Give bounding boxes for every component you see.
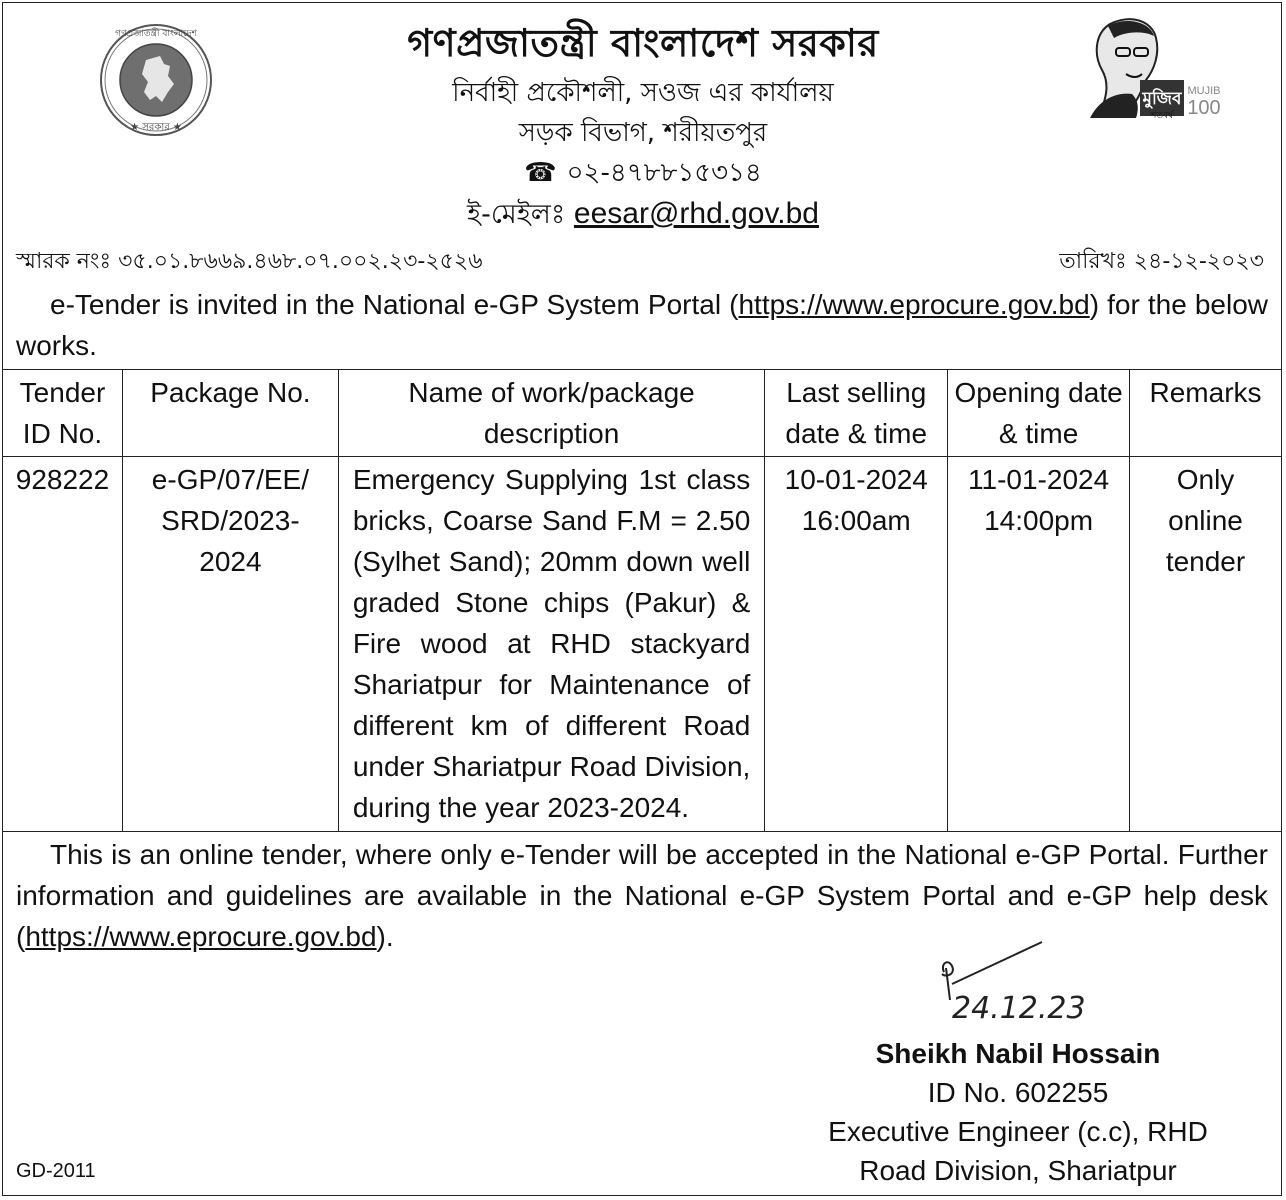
signatory-designation: Executive Engineer (c.c), RHD bbox=[828, 1116, 1208, 1147]
intro-text: e-Tender is invited in the National e-GP System Portal ( bbox=[50, 289, 739, 320]
phone-line bbox=[0, 152, 1286, 196]
header-tender-id: Tender ID No. bbox=[3, 370, 123, 457]
signatory-office: Road Division, Shariatpur bbox=[859, 1155, 1177, 1186]
handwritten-signature bbox=[930, 938, 1130, 1028]
footer-text: This is an online tender, where only e-Tender will be accepted in the National e-GP Portal. Further information and guidelines are available in the National e-GP System Portal and e-GP help desk ( bbox=[16, 839, 1268, 952]
telephone-icon: ☎ bbox=[524, 158, 557, 188]
email-label: ই-মেইলঃ bbox=[467, 199, 566, 230]
opening-date: 11-01-2024 bbox=[968, 464, 1110, 495]
intro-text-end: ) for the below works. bbox=[16, 289, 1268, 361]
cell-opening bbox=[948, 457, 1130, 832]
header-opening: Opening date & time bbox=[948, 370, 1130, 457]
email-line bbox=[0, 194, 1286, 239]
header-package-no: Package No. bbox=[122, 370, 338, 457]
svg-text:100: 100 bbox=[1187, 97, 1221, 119]
cell-remarks: Only online tender bbox=[1130, 457, 1282, 832]
intro-paragraph bbox=[16, 284, 1268, 366]
svg-text:শতবর্ষ: শতবর্ষ bbox=[1150, 111, 1174, 121]
signatory-block bbox=[800, 1034, 1236, 1190]
table-header-row bbox=[3, 370, 1282, 457]
svg-text:গণপ্রজাতন্ত্রী বাংলাদেশ: গণপ্রজাতন্ত্রী বাংলাদেশ bbox=[115, 29, 197, 39]
memo-date: তারিখঃ ২৪-১২-২০২৩ bbox=[1059, 249, 1264, 274]
svg-text:★ সরকার ★: ★ সরকার ★ bbox=[130, 122, 182, 133]
cell-description: Emergency Supplying 1st class bricks, Coarse Sand F.M = 2.50 (Sylhet Sand); 20mm down well graded Stone chips (Pakur) & Fire wood at RHD stackyard Shariatpur for Maintenance of different km of different Road under Shariatpur Road Division, during the year 2023-2024. bbox=[338, 457, 764, 832]
gd-number: GD-2011 bbox=[16, 1160, 96, 1182]
tender-table bbox=[2, 369, 1282, 832]
opening-time: 14:00pm bbox=[984, 505, 1094, 536]
footer-text-end: ). bbox=[376, 921, 394, 952]
svg-text:মুজিব: মুজিব bbox=[1142, 89, 1182, 109]
government-title: গণপ্রজাতন্ত্রী বাংলাদেশ সরকার bbox=[407, 21, 879, 65]
memo-number: স্মারক নংঃ ৩৫.০১.৮৬৬৯.৪৬৮.০৭.০০২.২৩-২৫২৬ bbox=[16, 249, 483, 274]
email-link[interactable]: eesar@rhd.gov.bd bbox=[573, 197, 819, 230]
cell-last-selling bbox=[765, 457, 948, 832]
signature-date: 24.12.23 bbox=[952, 991, 1086, 1026]
svg-text:MUJIB: MUJIB bbox=[1187, 85, 1221, 97]
last-selling-date: 10-01-2024 bbox=[784, 464, 928, 495]
eprocure-link[interactable]: https://www.eprocure.gov.bd bbox=[738, 289, 1090, 320]
header-remarks: Remarks bbox=[1130, 370, 1282, 457]
phone-number: ০২-৪৭৮৮১৫৩১৪ bbox=[566, 158, 762, 188]
office-name: নির্বাহী প্রকৌশলী, সওজ এর কার্যালয় bbox=[452, 78, 834, 108]
division-name: সড়ক বিভাগ, শরীয়তপুর bbox=[518, 118, 768, 148]
signatory-id: ID No. 602255 bbox=[927, 1077, 1109, 1108]
last-selling-time: 16:00am bbox=[801, 505, 911, 536]
footer-eprocure-link[interactable]: https://www.eprocure.gov.bd bbox=[25, 921, 377, 952]
cell-tender-id: 928222 bbox=[3, 457, 123, 832]
signatory-name: Sheikh Nabil Hossain bbox=[875, 1038, 1161, 1069]
header-description: Name of work/package description bbox=[338, 370, 764, 457]
cell-package-no: e-GP/07/EE/ SRD/2023- 2024 bbox=[122, 457, 338, 832]
header-last-selling: Last selling date & time bbox=[765, 370, 948, 457]
table-row bbox=[3, 457, 1282, 832]
